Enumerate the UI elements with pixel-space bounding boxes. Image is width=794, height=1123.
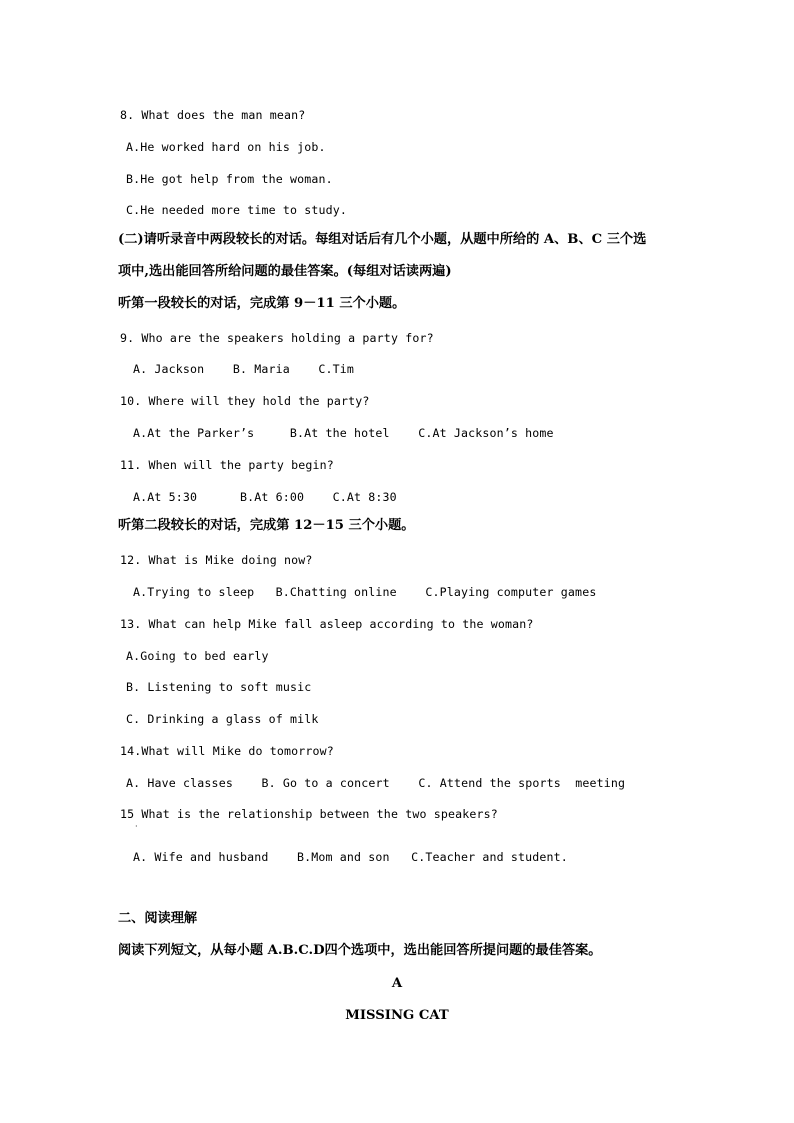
question-12-options: A.Trying to sleep B.Chatting online C.Playing computer games — [133, 585, 597, 599]
question-14-options: A. Have classes B. Go to a concert C. Attend the sports meeting — [126, 776, 626, 790]
dialog-2-heading: 听第二段较长的对话，完成第 12－15 三个小题。 — [118, 518, 415, 533]
question-8-option-b: B.He got help from the woman. — [126, 172, 333, 186]
question-11: 11. When will the party begin? — [120, 458, 334, 472]
question-14: 14.What will Mike do tomorrow? — [120, 744, 334, 758]
passage-letter: A — [391, 976, 403, 991]
question-10-options: A.At the Parker’s B.At the hotel C.At Jackson’s home — [133, 426, 554, 440]
question-9-options: A. Jackson B. Maria C.Tim — [133, 362, 355, 376]
question-15-stray-mark: · — [135, 822, 138, 831]
question-15-options: A. Wife and husband B.Mom and son C.Teacher and student. — [133, 850, 568, 864]
question-15: 15 What is the relationship between the two speakers? — [120, 807, 498, 821]
question-13: 13. What can help Mike fall asleep according to the woman? — [120, 617, 534, 631]
question-11-options: A.At 5:30 B.At 6:00 C.At 8:30 — [133, 490, 397, 504]
question-13-option-c: C. Drinking a glass of milk — [126, 712, 319, 726]
part-2-instruction: 阅读下列短文，从每小题 A.B.C.D四个选项中，选出能回答所提问题的最佳答案。 — [118, 943, 602, 958]
question-8-option-a: A.He worked hard on his job. — [126, 140, 326, 154]
part-2-heading: 二、阅读理解 — [118, 911, 198, 926]
question-13-option-b: B. Listening to soft music — [126, 680, 312, 694]
question-12: 12. What is Mike doing now? — [120, 553, 313, 567]
dialog-1-heading: 听第一段较长的对话，完成第 9－11 三个小题。 — [118, 296, 406, 311]
question-9: 9. Who are the speakers holding a party for? — [120, 331, 434, 345]
passage-title: MISSING CAT — [345, 1008, 449, 1023]
question-13-option-a: A.Going to bed early — [126, 649, 269, 663]
question-8-option-c: C.He needed more time to study. — [126, 203, 348, 217]
section-2-instruction-line-1: (二)请听录音中两段较长的对话。每组对话后有几个小题，从题中所给的 A、B、C 三个选 — [118, 232, 647, 247]
section-2-instruction-line-2: 项中,选出能回答所给问题的最佳答案。(每组对话读两遍) — [118, 264, 452, 279]
question-10: 10. Where will they hold the party? — [120, 394, 370, 408]
question-8: 8. What does the man mean? — [120, 108, 306, 122]
